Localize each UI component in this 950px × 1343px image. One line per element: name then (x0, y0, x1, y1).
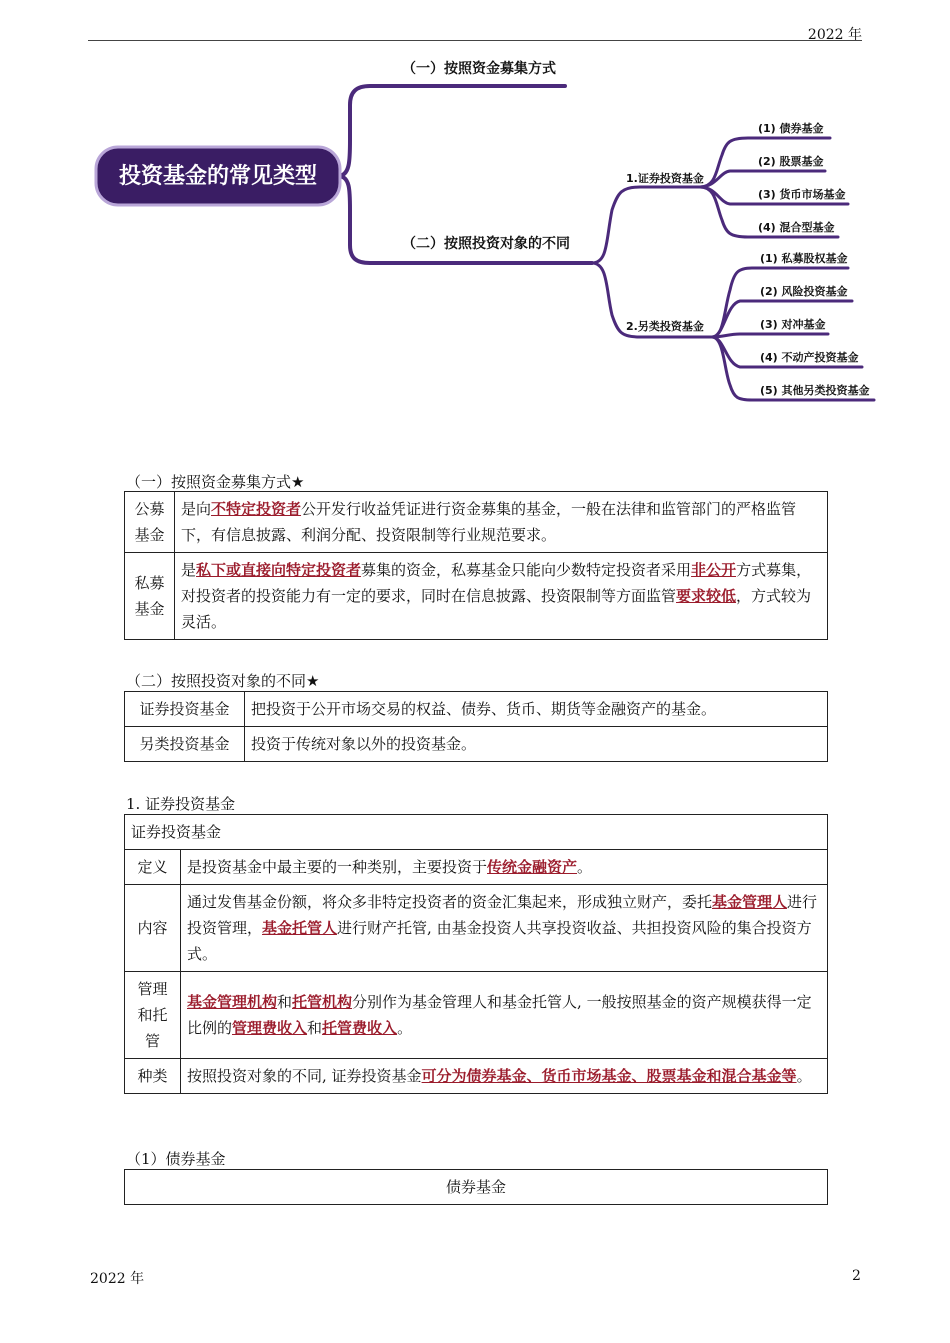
text-run: 。 (796, 1067, 812, 1085)
row-text: 投资于传统对象以外的投资基金。 (245, 727, 828, 762)
leaf-venture-capital-fund: (2) 风险投资基金 (760, 285, 848, 298)
section4-title: （1）债券基金 (126, 1150, 226, 1168)
text-run: 募集的资金，私募基金只能向少数特定投资者采用 (361, 561, 692, 579)
leaf-hedge-fund: (3) 对冲基金 (760, 318, 826, 331)
text-run: 。 (397, 1019, 413, 1037)
highlighted-term: 管理费收入 (232, 1019, 308, 1037)
row-label: 管理和托管 (125, 972, 181, 1059)
row-label: 私募基金 (125, 553, 175, 640)
row-text (175, 492, 828, 553)
row-text (181, 850, 828, 885)
sub2-label: 2.另类投资基金 (626, 320, 704, 333)
row-label: 种类 (125, 1059, 181, 1094)
text-run: 进行财产托管, 由基金投资人共享投资收益、共担投资风险的集合投资方式。 (187, 919, 812, 963)
table-row (125, 492, 828, 553)
highlighted-term: 私下或直接向特定投资者 (196, 561, 362, 579)
highlighted-term: 可分为债券基金、货币市场基金、股票基金和混合基金等 (421, 1067, 797, 1085)
star-icon: ★ (306, 672, 320, 690)
text-run: 是投资基金中最主要的一种类别，主要投资于 (187, 858, 488, 876)
table-row (125, 1059, 828, 1094)
section3-title: 1. 证券投资基金 (126, 795, 236, 813)
page-number: 2 (852, 1268, 861, 1284)
mindmap-diagram (0, 0, 950, 420)
root-label: 投资基金的常见类型 (118, 164, 318, 189)
row-text (181, 885, 828, 972)
text-run: 通过发售基金份额，将众多非特定投资者的资金汇集起来，形成独立财产，委托 (187, 893, 713, 911)
leaf-private-equity-fund: (1) 私募股权基金 (760, 252, 848, 265)
text-run: 进行投资管理， (187, 893, 818, 937)
highlighted-term: 基金管理机构 (187, 993, 278, 1011)
section1-table (124, 491, 828, 640)
highlighted-term: 要求较低 (676, 587, 737, 605)
text-run: ，方式较为灵活。 (181, 587, 812, 631)
row-label: 内容 (125, 885, 181, 972)
highlighted-term: 托管机构 (292, 993, 353, 1011)
text-run: 分别作为基金管理人和基金托管人, 一般按照基金的资产规模获得一定比例的 (187, 993, 812, 1037)
text-run: 方式募集，对投资者的投资能力有一定的要求，同时在信息披露、投资限制等方面监管 (181, 561, 812, 605)
table-row (125, 553, 828, 640)
leaf-money-market-fund: (3) 货币市场基金 (758, 188, 846, 201)
text-run: 和 (277, 993, 293, 1011)
section2-title: （二）按照投资对象的不同★ (126, 672, 320, 690)
table-row (125, 885, 828, 972)
leaf-bond-fund: (1) 债券基金 (758, 122, 824, 135)
leaf-hybrid-fund: (4) 混合型基金 (758, 221, 835, 234)
star-icon: ★ (291, 473, 305, 491)
leaf-real-estate-fund: (4) 不动产投资基金 (760, 351, 859, 364)
connector-sub1 (592, 187, 700, 263)
header-year: 2022 年 (807, 27, 862, 43)
table-row (125, 727, 828, 762)
table-title: 证券投资基金 (125, 815, 828, 850)
table-row (125, 972, 828, 1059)
highlighted-term: 基金托管人 (262, 919, 338, 937)
highlighted-term: 非公开 (691, 561, 737, 579)
table-row (125, 850, 828, 885)
table-title-row (125, 1170, 828, 1205)
row-text (181, 1059, 828, 1094)
text-run: 。 (577, 858, 593, 876)
row-label: 公募基金 (125, 492, 175, 553)
row-label: 定义 (125, 850, 181, 885)
sub1-label: 1.证券投资基金 (626, 172, 704, 185)
section4-table (124, 1169, 828, 1205)
table-title-row (125, 815, 828, 850)
row-text (181, 972, 828, 1059)
leaf-other-alt-fund: (5) 其他另类投资基金 (760, 384, 870, 397)
branch2-label: （二）按照投资对象的不同 (402, 236, 570, 252)
highlighted-term: 传统金融资产 (487, 858, 578, 876)
table-title: 债券基金 (125, 1170, 828, 1205)
footer-year: 2022 年 (90, 1271, 145, 1287)
highlighted-term: 托管费收入 (322, 1019, 398, 1037)
section2-table (124, 691, 828, 762)
section1-title: （一）按照资金募集方式★ (126, 473, 305, 491)
text-run: 是向 (181, 500, 212, 518)
leaf-stock-fund: (2) 股票基金 (758, 155, 824, 168)
table-row (125, 692, 828, 727)
row-label: 另类投资基金 (125, 727, 245, 762)
text-run: 是 (181, 561, 197, 579)
text-run: 按照投资对象的不同, 证券投资基金 (187, 1067, 422, 1085)
row-label: 证券投资基金 (125, 692, 245, 727)
highlighted-term: 基金管理人 (712, 893, 788, 911)
row-text: 把投资于公开市场交易的权益、债券、货币、期货等金融资产的基金。 (245, 692, 828, 727)
section3-table (124, 814, 828, 1094)
branch1-label: （一）按照资金募集方式 (402, 61, 556, 77)
connector-branch1 (338, 86, 565, 176)
row-text (175, 553, 828, 640)
text-run: 和 (307, 1019, 323, 1037)
highlighted-term: 不特定投资者 (211, 500, 302, 518)
text-run: 公开发行收益凭证进行资金募集的基金，一般在法律和监管部门的严格监管下，有信息披露、利润分配、投资限制等行业规范要求。 (181, 500, 797, 544)
